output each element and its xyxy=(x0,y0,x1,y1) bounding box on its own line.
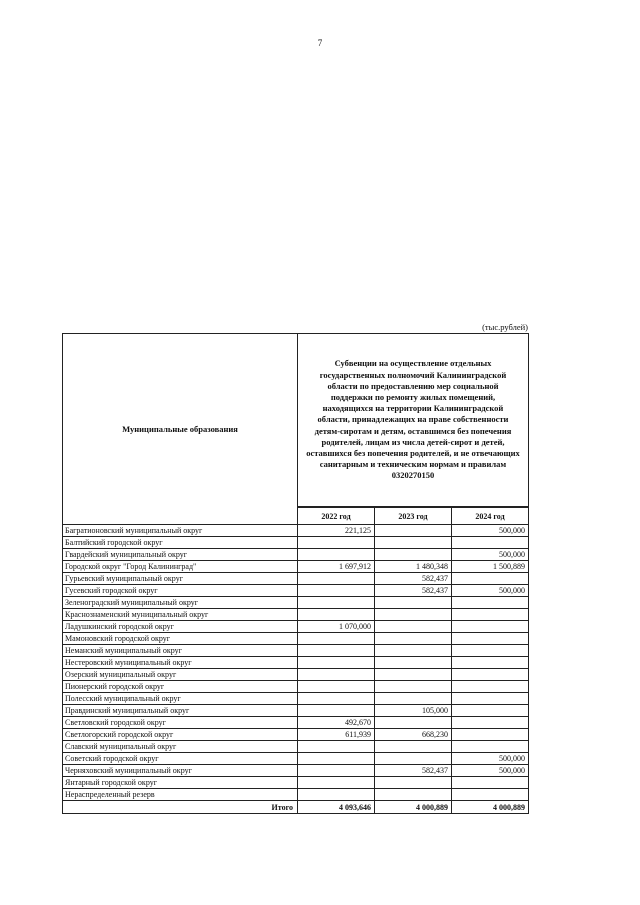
value-2024-cell xyxy=(451,777,528,789)
units-label: (тыс.рублей) xyxy=(482,322,528,332)
value-2024-cell: 500,000 xyxy=(451,585,528,597)
value-2023-cell xyxy=(374,681,451,693)
value-2023-cell xyxy=(374,597,451,609)
municipality-cell: Багратионовский муниципальный округ xyxy=(63,525,298,537)
table-row xyxy=(63,681,529,693)
municipality-cell: Гурьевский муниципальный округ xyxy=(63,573,298,585)
municipality-cell: Озерский муниципальный округ xyxy=(63,669,298,681)
value-2022-cell xyxy=(298,633,375,645)
table-row xyxy=(63,693,529,705)
value-2022-cell xyxy=(298,573,375,585)
value-2024-cell xyxy=(451,645,528,657)
municipality-cell: Черняховский муниципальный округ xyxy=(63,765,298,777)
total-row xyxy=(63,801,529,814)
value-2022-cell xyxy=(298,645,375,657)
value-2023-cell xyxy=(374,789,451,801)
value-2023-cell xyxy=(374,777,451,789)
table-row xyxy=(63,525,529,537)
municipality-cell: Полесский муниципальный округ xyxy=(63,693,298,705)
value-2024-cell xyxy=(451,681,528,693)
table-row xyxy=(63,657,529,669)
table-row xyxy=(63,753,529,765)
municipality-cell: Светловский городской округ xyxy=(63,717,298,729)
value-2024-cell: 500,000 xyxy=(451,765,528,777)
value-2022-cell xyxy=(298,705,375,717)
municipality-cell: Гвардейский муниципальный округ xyxy=(63,549,298,561)
budget-code: 0320270150 xyxy=(391,470,435,481)
municipality-cell: Балтийский городской округ xyxy=(63,537,298,549)
value-2024-cell xyxy=(451,633,528,645)
value-2022-cell xyxy=(298,549,375,561)
table-row xyxy=(63,549,529,561)
value-2022-cell xyxy=(298,693,375,705)
municipality-cell: Нераспределенный резерв xyxy=(63,789,298,801)
table-row xyxy=(63,609,529,621)
value-2023-cell xyxy=(374,657,451,669)
municipality-cell: Правдинский муниципальный округ xyxy=(63,705,298,717)
year-2022-header: 2022 год xyxy=(298,507,375,524)
value-2023-cell xyxy=(374,693,451,705)
table-row xyxy=(63,669,529,681)
value-2024-cell xyxy=(451,705,528,717)
value-2022-cell xyxy=(298,789,375,801)
value-2023-cell: 668,230 xyxy=(374,729,451,741)
subvention-description: Субвенции на осуществление отдельных государственных полномочий Калининградской области по предоставлению мер социальной поддержки по ремонту жилых помещений, находящихся на территории Калининградской области, принадлежащих на праве собственности детям-сиротам и детям, оставшимся без попечения родителей, лицам из числа детей-сирот и детей, оставшихся без попечения родителей, и не отвечающих санитарным и техническим нормам и правилам xyxy=(306,358,520,470)
table-row xyxy=(63,717,529,729)
value-2022-cell: 1 070,000 xyxy=(298,621,375,633)
value-2023-cell: 582,437 xyxy=(374,573,451,585)
total-2023: 4 000,889 xyxy=(374,801,451,814)
value-2024-cell xyxy=(451,741,528,753)
value-2022-cell xyxy=(298,609,375,621)
value-2024-cell xyxy=(451,609,528,621)
subvention-table xyxy=(62,333,529,814)
municipality-cell: Светлогорский городской округ xyxy=(63,729,298,741)
value-2022-cell xyxy=(298,597,375,609)
municipality-cell: Советский городской округ xyxy=(63,753,298,765)
value-2024-cell xyxy=(451,537,528,549)
value-2024-cell: 500,000 xyxy=(451,525,528,537)
value-2024-cell: 500,000 xyxy=(451,549,528,561)
value-2022-cell xyxy=(298,537,375,549)
municipality-cell: Городской округ "Город Калининград" xyxy=(63,561,298,573)
page-number: 7 xyxy=(317,38,323,48)
value-2022-cell xyxy=(298,669,375,681)
value-2023-cell xyxy=(374,645,451,657)
year-2024-header: 2024 год xyxy=(451,507,528,524)
municipality-cell: Янтарный городской округ xyxy=(63,777,298,789)
value-2024-cell xyxy=(451,657,528,669)
value-2022-cell xyxy=(298,585,375,597)
table-row xyxy=(63,741,529,753)
municipality-cell: Неманский муниципальный округ xyxy=(63,645,298,657)
municipality-cell: Нестеровский муниципальный округ xyxy=(63,657,298,669)
table-row xyxy=(63,789,529,801)
value-2024-cell xyxy=(451,573,528,585)
table-row xyxy=(63,585,529,597)
municipality-cell: Ладушкинский городской округ xyxy=(63,621,298,633)
table-row xyxy=(63,765,529,777)
value-2024-cell: 500,000 xyxy=(451,753,528,765)
value-2022-cell: 1 697,912 xyxy=(298,561,375,573)
value-2023-cell xyxy=(374,621,451,633)
table-header-row xyxy=(63,334,529,508)
value-2023-cell: 582,437 xyxy=(374,765,451,777)
value-2023-cell xyxy=(374,753,451,765)
value-2023-cell xyxy=(374,549,451,561)
value-2023-cell xyxy=(374,525,451,537)
value-2022-cell xyxy=(298,657,375,669)
value-2024-cell: 1 500,889 xyxy=(451,561,528,573)
value-2023-cell xyxy=(374,633,451,645)
value-2023-cell xyxy=(374,741,451,753)
municipality-cell: Краснознаменский муниципальный округ xyxy=(63,609,298,621)
table-body xyxy=(63,525,529,801)
municipality-cell: Мамоновский городской округ xyxy=(63,633,298,645)
value-2022-cell xyxy=(298,777,375,789)
total-2022: 4 093,646 xyxy=(298,801,375,814)
value-2024-cell xyxy=(451,693,528,705)
total-label: Итого xyxy=(63,801,298,814)
subvention-description-header xyxy=(298,334,529,508)
value-2022-cell: 492,670 xyxy=(298,717,375,729)
table-row xyxy=(63,777,529,789)
table-row xyxy=(63,537,529,549)
table-row xyxy=(63,645,529,657)
total-2024: 4 000,889 xyxy=(451,801,528,814)
value-2022-cell: 221,125 xyxy=(298,525,375,537)
table-row xyxy=(63,597,529,609)
municipality-cell: Гусевский городской округ xyxy=(63,585,298,597)
value-2024-cell xyxy=(451,717,528,729)
value-2024-cell xyxy=(451,789,528,801)
value-2023-cell xyxy=(374,669,451,681)
table-row xyxy=(63,729,529,741)
value-2023-cell xyxy=(374,717,451,729)
value-2022-cell xyxy=(298,741,375,753)
table-row xyxy=(63,705,529,717)
value-2024-cell xyxy=(451,621,528,633)
year-2023-header: 2023 год xyxy=(374,507,451,524)
municipality-cell: Зеленоградский муниципальный округ xyxy=(63,597,298,609)
value-2023-cell: 1 480,348 xyxy=(374,561,451,573)
value-2023-cell xyxy=(374,609,451,621)
value-2022-cell: 611,939 xyxy=(298,729,375,741)
table-row xyxy=(63,561,529,573)
table-row xyxy=(63,633,529,645)
value-2022-cell xyxy=(298,753,375,765)
value-2023-cell: 582,437 xyxy=(374,585,451,597)
value-2023-cell xyxy=(374,537,451,549)
municipal-header: Муниципальные образования xyxy=(63,334,298,525)
value-2022-cell xyxy=(298,681,375,693)
municipality-cell: Пионерский городской округ xyxy=(63,681,298,693)
value-2024-cell xyxy=(451,669,528,681)
table-row xyxy=(63,573,529,585)
municipality-cell: Славский муниципальный округ xyxy=(63,741,298,753)
value-2022-cell xyxy=(298,765,375,777)
value-2024-cell xyxy=(451,597,528,609)
value-2023-cell: 105,000 xyxy=(374,705,451,717)
value-2024-cell xyxy=(451,729,528,741)
table-row xyxy=(63,621,529,633)
